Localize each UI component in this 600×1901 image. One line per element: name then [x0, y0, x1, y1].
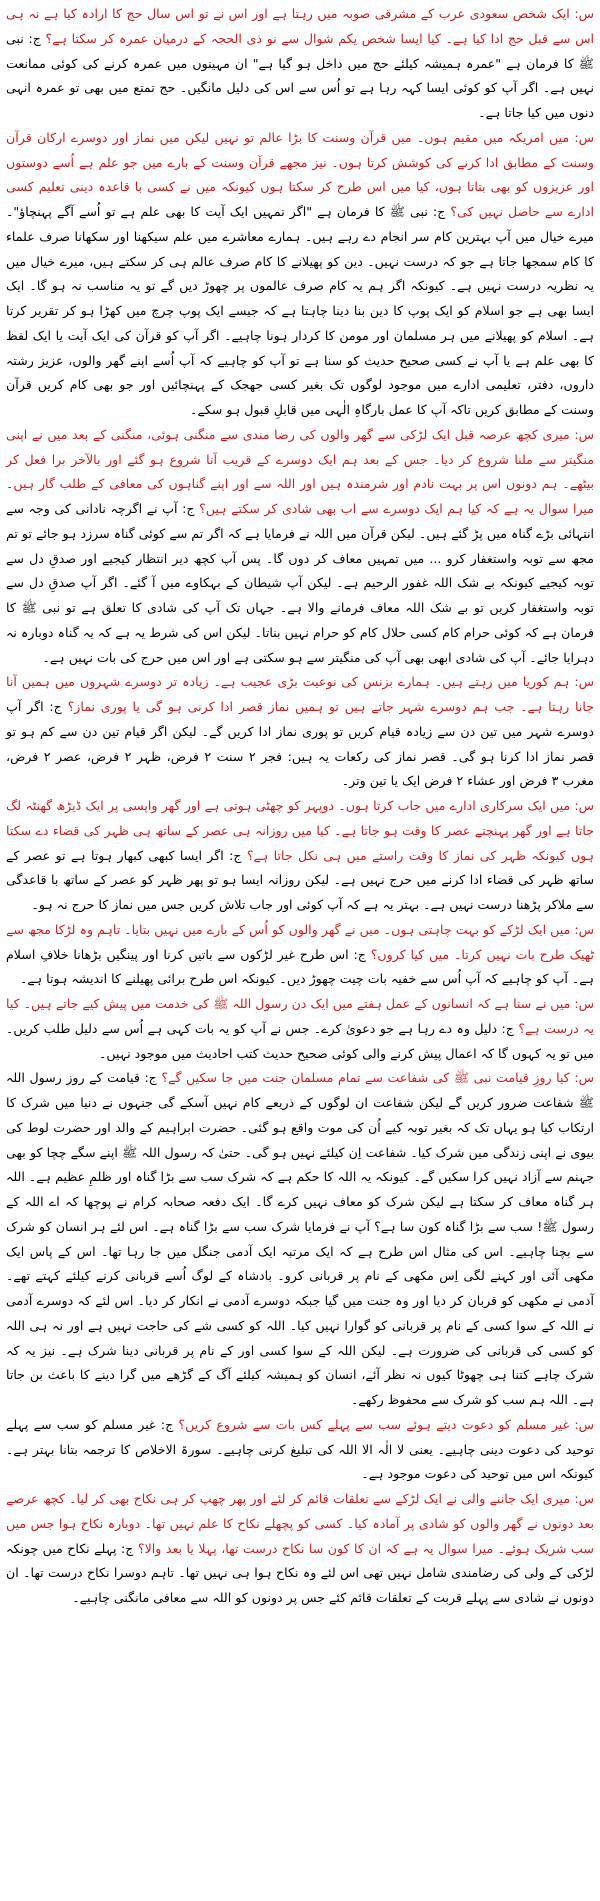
answer-text: ج: اگر ایسا کبھی کبھار ہوتا ہے تو عصر کے ساتھ ظہر کی قضاء ادا کرنے میں حرج نہیں ہے۔ لیکن روزانہ ایسا ہو تو پھر ظہر کو عصر کے ساتھ با قاعدگی سے ملاکر پڑھنا درست نہیں ہے۔ بہتر یہ ہے کہ آپ کوئی اور جاب تلاش کریں جس میں نماز کا حرج نہ ہو۔ — [6, 847, 594, 912]
qa-entry-7 — [6, 992, 594, 1066]
qa-entry-9 — [6, 1413, 594, 1487]
question-text: س: غیر مسلم کو دعوت دیتے ہوئے سب سے پہلے کس بات سے شروع کریں؟ — [178, 1416, 594, 1432]
answer-text: ج: اگر آپ دوسرے شہر میں تین دن سے زیادہ قیام کریں تو پوری نماز ادا کریں گے۔ لیکن اگر قیام تین دن سے کم ہو تو قصر نماز ادا کرنا ہو گی۔ قصر نماز کی رکعات یہ ہیں: فجر ۲ سنت ۲ فرض، ظہر ۲ فرض، عصر ۲ فرض، مغرب ۳ فرض اور عشاء ۲ فرض ایک یا تین وتر۔ — [6, 699, 595, 789]
question-text: س: میں امریکہ میں مقیم ہوں۔ میں قرآن وسنت کا بڑا عالم تو نہیں لیکن میں نماز اور دوسرے ارکان قرآن وسنت کے مطابق ادا کرنے کی کوشش کرتا ہوں۔ نیز مجھے قرآن وسنت کے بارے میں جو علم ہے اُسے دوستوں اور عزیزوں کو بھی بتاتا ہوں، کیا میں اس طرح کر سکتا ہوں کیونکہ میں نے کسی با قاعدہ دینی تعلیم کسی ادارے سے حاصل نہیں کی؟ — [6, 129, 594, 219]
answer-text: ج: قیامت کے روز رسول اللہ ﷺ شفاعت ضرور کریں گے لیکن شفاعت ان لوگوں کے ذریعے کام نہیں آسکے گی جنہوں نے دنیا میں شرک کا ارتکاب کیا ہو یہاں تک کہ بغیر توبہ کیے اُن کی موت واقع ہو گئی۔ حضرت ابراہیم کے والد اور حضرت لوط کی بیوی نے اپنی زندگی میں شرک کیا۔ شفاعت اِن کیلئے نہیں ہو گی۔ حتیٰ کہ رسول اللہ ﷺ اپنے سگے چچا کو بھی جہنم سے آزاد نہیں کرا سکیں گے۔ کیونکہ یہ اللہ کا حکم ہے کہ شرک سب سے بڑا گناہ اور ظلمِ عظیم ہے۔ اللہ ہر گناہ معاف کر سکتا ہے لیکن شرک کو معاف نہیں کرے گا۔ ایک دفعہ صحابہ کرام نے پوچھا کہ اے اللہ کے رسول ﷺ! سب سے بڑا گناہ کون سا ہے؟ آپ نے فرمایا شرک سب سے بڑا گناہ ہے۔ اس لئے ہر انسان کو شرک سے بچنا چاہیے۔ اس کی مثال اس طرح ہے کہ ایک مرتبہ ایک آدمی جنگل میں جا رہا تھا۔ اس کے پاس ایک مکھی آئی اور کہنے لگی اِس مکھی کے نام پر قربانی کرو۔ بادشاہ کے لوگ اُسے قربانی کرنے کیلئے کہتے تھے۔ آدمی نے مکھی کو قربان کر دیا اور وہ جنت میں گیا جبکہ دوسرے آدمی نے انکار کر دیا۔ اس لئے کہ دوسرے آدمی نے اللہ کے سوا کسی کے نام پر قربانی کو گوارا نہیں کیا۔ اللہ کو کسی شے کی حاجت نہیں ہے اور نہ ہی اللہ کو کسی کی قربانی کی ضرورت ہے۔ لیکن اللہ کے سوا کسی اور کے نام پر قربانی دینا شرک ہے۔ نیز یہ کہ شرک چاہے کتنا ہی چھوٹا کیوں نہ نظر آئے، انسان کو ہمیشہ کیلئے آگ کے گڑھے میں گرا دینے کا باعث بن جاتا ہے۔ اللہ ہم سب کو شرک سے محفوظ رکھے۔ — [6, 1070, 594, 1407]
qa-entry-2 — [6, 126, 594, 423]
question-text: س: ہم کوریا میں رہتے ہیں۔ ہمارے بزنس کی نوعیت بڑی عجیب ہے۔ زیادہ تر دوسرے شہروں میں ہمیں آنا جانا رہتا ہے۔ جب ہم دوسرے شہر جاتے ہیں تو ہمیں نماز قصر ادا کرنی ہو گی یا پوری نماز؟ — [6, 674, 594, 714]
question-text: س: میں ایک لڑکے کو بہت چاہتی ہوں۔ میں نے گھر والوں کو اُس کے بارے میں نہیں بتایا۔ تاہم وہ لڑکا مجھ سے ٹھیک طرح بات نہیں کرتا۔ میں کیا کروں؟ — [6, 921, 594, 962]
qa-entry-3 — [6, 423, 594, 671]
answer-text: ج: نبی ﷺ کا فرمان ہے "اگر تمہیں ایک آیت کا بھی علم ہے تو اُسے آگے پہنچاؤ"۔ میرے خیال میں آپ بہترین کام سر انجام دے رہے ہیں۔ ہمارے معاشرے میں علم سیکھنا اور سکھانا صرف علماء کا کام سمجھا جاتا ہے جو کہ درست نہیں۔ دین کو پھیلانے کا کام صرف عالم ہی کر سکتے ہیں، میرے خیال میں یہ نظریہ درست نہیں ہے۔ کیونکہ اگر ہم یہ کام صرف عالموں پر چھوڑ دیں گے تو یہ مناسب نہ ہو گا۔ ایک ایسا بھی ہے جو اسلام کو ایک پوپ کا دین بنا دینا چاہتا ہے کہ جیسے ایک پوپ چرچ میں کھڑا ہو کر تقریر کرتا ہے۔ اسلام کو پھیلانے میں ہر مسلمان اور مومن کا کردار ہونا چاہیے۔ اگر آپ کو قرآن کی ایک آیت یا ایک لفظ کا بھی علم ہے یا آپ نے کسی صحیح حدیث کو سنا ہے تو آپ کو چاہیے کہ آپ اُسے اپنے گھر والوں، عزیز رشتہ داروں، دفتر، تعلیمی ادارے میں موجود لوگوں تک بغیر کسی جھجک کے پہنچائیں اور جو بھی کام کریں قرآن وسنت کے مطابق کریں تاکہ آپ کا عمل بارگاہِ الٰہی میں قابلِ قبول ہو سکے۔ — [6, 204, 594, 417]
question-text: س: میں نے سنا ہے کہ انسانوں کے عمل ہفتے میں ایک دن رسول اللہ ﷺ کی خدمت میں پیش کیے جاتے ہیں۔ کیا یہ درست ہے؟ — [6, 996, 595, 1036]
qa-entry-8 — [6, 1066, 594, 1413]
answer-text: ج: اس طرح غیر لڑکوں سے باتیں کرنا اور پینگیں بڑھانا خلافِ اسلام ہے۔ آپ کو چاہیے کہ آپ اُس سے خفیہ بات چیت چھوڑ دیں۔ کیونکہ اس طرح برائی پھیلنے کا اندیشہ ہوتا ہے۔ — [6, 946, 594, 987]
question-text: س: میری ایک جاننے والی نے ایک لڑکے سے تعلقات قائم کر لئے اور پھر چھپ کر ہی نکاح بھی کر لیا۔ کچھ عرصے بعد دونوں نے گھر والوں کو شادی پر آمادہ کیا۔ کسی کو پچھلے نکاح کا علم نہیں تھا۔ دوبارہ نکاح ہوا جس میں سب شریک ہوئے۔ میرا سوال یہ ہے کہ ان کا کون سا نکاح درست تھا، پہلا یا بعد والا؟ — [6, 1491, 594, 1556]
question-text: س: میری کچھ عرصہ قبل ایک لڑکی سے گھر والوں کی رضا مندی سے منگنی ہوئی، منگنی کے بعد میں نے اپنی منگیتر سے ملنا شروع کر دیا۔ جس کے بعد ہم ایک دوسرے کے قریب آنا شروع ہو گئے اور بالآخر برا فعل کر بیٹھے۔ ہم دونوں اس پر بہت نادم اور شرمندہ ہیں اور اللہ سے اور اپنے گناہوں کی معافی کے طلب گار ہیں۔ میرا سوال یہ ہے کہ کیا ہم ایک دوسرے سے اب بھی شادی کر سکتے ہیں؟ — [6, 426, 594, 516]
answer-text: ج: دلیل وہ دے رہا ہے جو دعویٰ کرے۔ جس نے آپ کو یہ بات کہی ہے اُس سے دلیل طلب کریں۔ میں تو یہ کہوں گا کہ اعمال پیش کرنے والی کوئی صحیح حدیث کتب احادیث میں موجود نہیں۔ — [6, 1020, 594, 1061]
answer-text: ج: آپ نے اگرچہ نادانی کی وجہ سے انتہائی بڑے گناہ میں پڑ گئے ہیں۔ لیکن قرآن میں اللہ نے فرمایا ہے کہ اگر تم سے کوئی گناہ سرزد ہو جائے تو تم مجھ سے توبہ واستغفار کرو ... میں تمہیں معاف کر دوں گا۔ پس آپ کچھ دیر انتظار کیجیے اور صدقِ دل سے توبہ کیجیے کیونکہ بے شک اللہ غفور الرحیم ہے۔ لیکن آپ شیطان کے بہکاوے میں آ گئے۔ اگر آپ صدقِ دل سے توبہ واستغفار کریں تو بے شک اللہ معاف فرمانے والا ہے۔ جہاں تک آپ کی شادی کا تعلق ہے تو نبی ﷺ کا فرمان ہے کہ کوئی حرام کام کسی حلال کام کو حرام نہیں بناتا۔ لیکن اس کی شرط یہ ہے کہ یہ گناہ دوبارہ نہ دہرایا جائے۔ آپ کی شادی ابھی بھی آپ کی منگیتر سے ہو سکتی ہے اور اس میں حرج کی بات نہیں ہے۔ — [6, 501, 594, 665]
answer-text: ج: غیر مسلم کو سب سے پہلے توحید کی دعوت دینی چاہیے۔ یعنی لا الٰہ الا اللہ کی تبلیغ کرنی چاہیے۔ سورۃ الاخلاص کا ترجمہ بتانا بہتر ہے۔ کیونکہ اس میں توحید کی دعوت موجود ہے۔ — [6, 1416, 594, 1482]
qa-entry-1 — [6, 2, 594, 126]
question-text: س: ایک شخص سعودی عرب کے مشرقی صوبہ میں رہتا ہے اور اس نے تو اس سال حج کا ارادہ کیا ہے نہ ہی اس سے قبل حج ادا کیا ہے۔ کیا ایسا شخص یکم شوال سے نو ذی الحجہ کے درمیان عمرہ کر سکتا ہے؟ — [6, 6, 594, 46]
question-text: س: کیا روزِ قیامت نبی ﷺ کی شفاعت سے تمام مسلمان جنت میں جا سکیں گے؟ — [161, 1070, 594, 1086]
answer-text: ج: نبی ﷺ کا فرمان ہے "عمرہ ہمیشہ کیلئے حج میں داخل ہو گیا ہے" ان مہینوں میں عمرہ کرنے کی کوئی ممانعت نہیں ہے۔ اگر آپ کو کوئی ایسا کہہ رہا ہے تو اُس سے اس کی دلیل مانگیں۔ حج تمتع میں بھی تو عمرہ انہی دنوں میں کیا جاتا ہے۔ — [6, 30, 594, 120]
qa-entry-4 — [6, 670, 594, 794]
question-text: س: میں ایک سرکاری ادارے میں جاب کرتا ہوں۔ دوپہر کو چھٹی ہوتی ہے اور گھر واپسی پر ایک ڈیڑھ گھنٹہ لگ جاتا ہے اور گھر پہنچتے عصر کا وقت ہو جاتا ہے۔ کیا میں روزانہ ہی عصر کے ساتھ ہی ظہر کی قضاء دے سکتا ہوں کیونکہ ظہر کی نماز کا وقت راستے میں ہی نکل جاتا ہے؟ — [6, 798, 594, 863]
answer-text: ج: پہلے نکاح میں چونکہ لڑکی کے ولی کی رضامندی شامل نہیں تھی اس لئے وہ نکاح ہوا ہی نہیں تھا۔ تاہم دوسرا نکاح درست تھا۔ ان دونوں نے شادی سے پہلے قربت کے تعلقات قائم کئے جس پر دونوں کو اللہ سے معافی مانگنی چاہیے۔ — [6, 1540, 594, 1605]
qa-entry-10 — [6, 1487, 594, 1611]
qa-entry-6 — [6, 918, 594, 992]
qa-entry-5 — [6, 794, 594, 918]
